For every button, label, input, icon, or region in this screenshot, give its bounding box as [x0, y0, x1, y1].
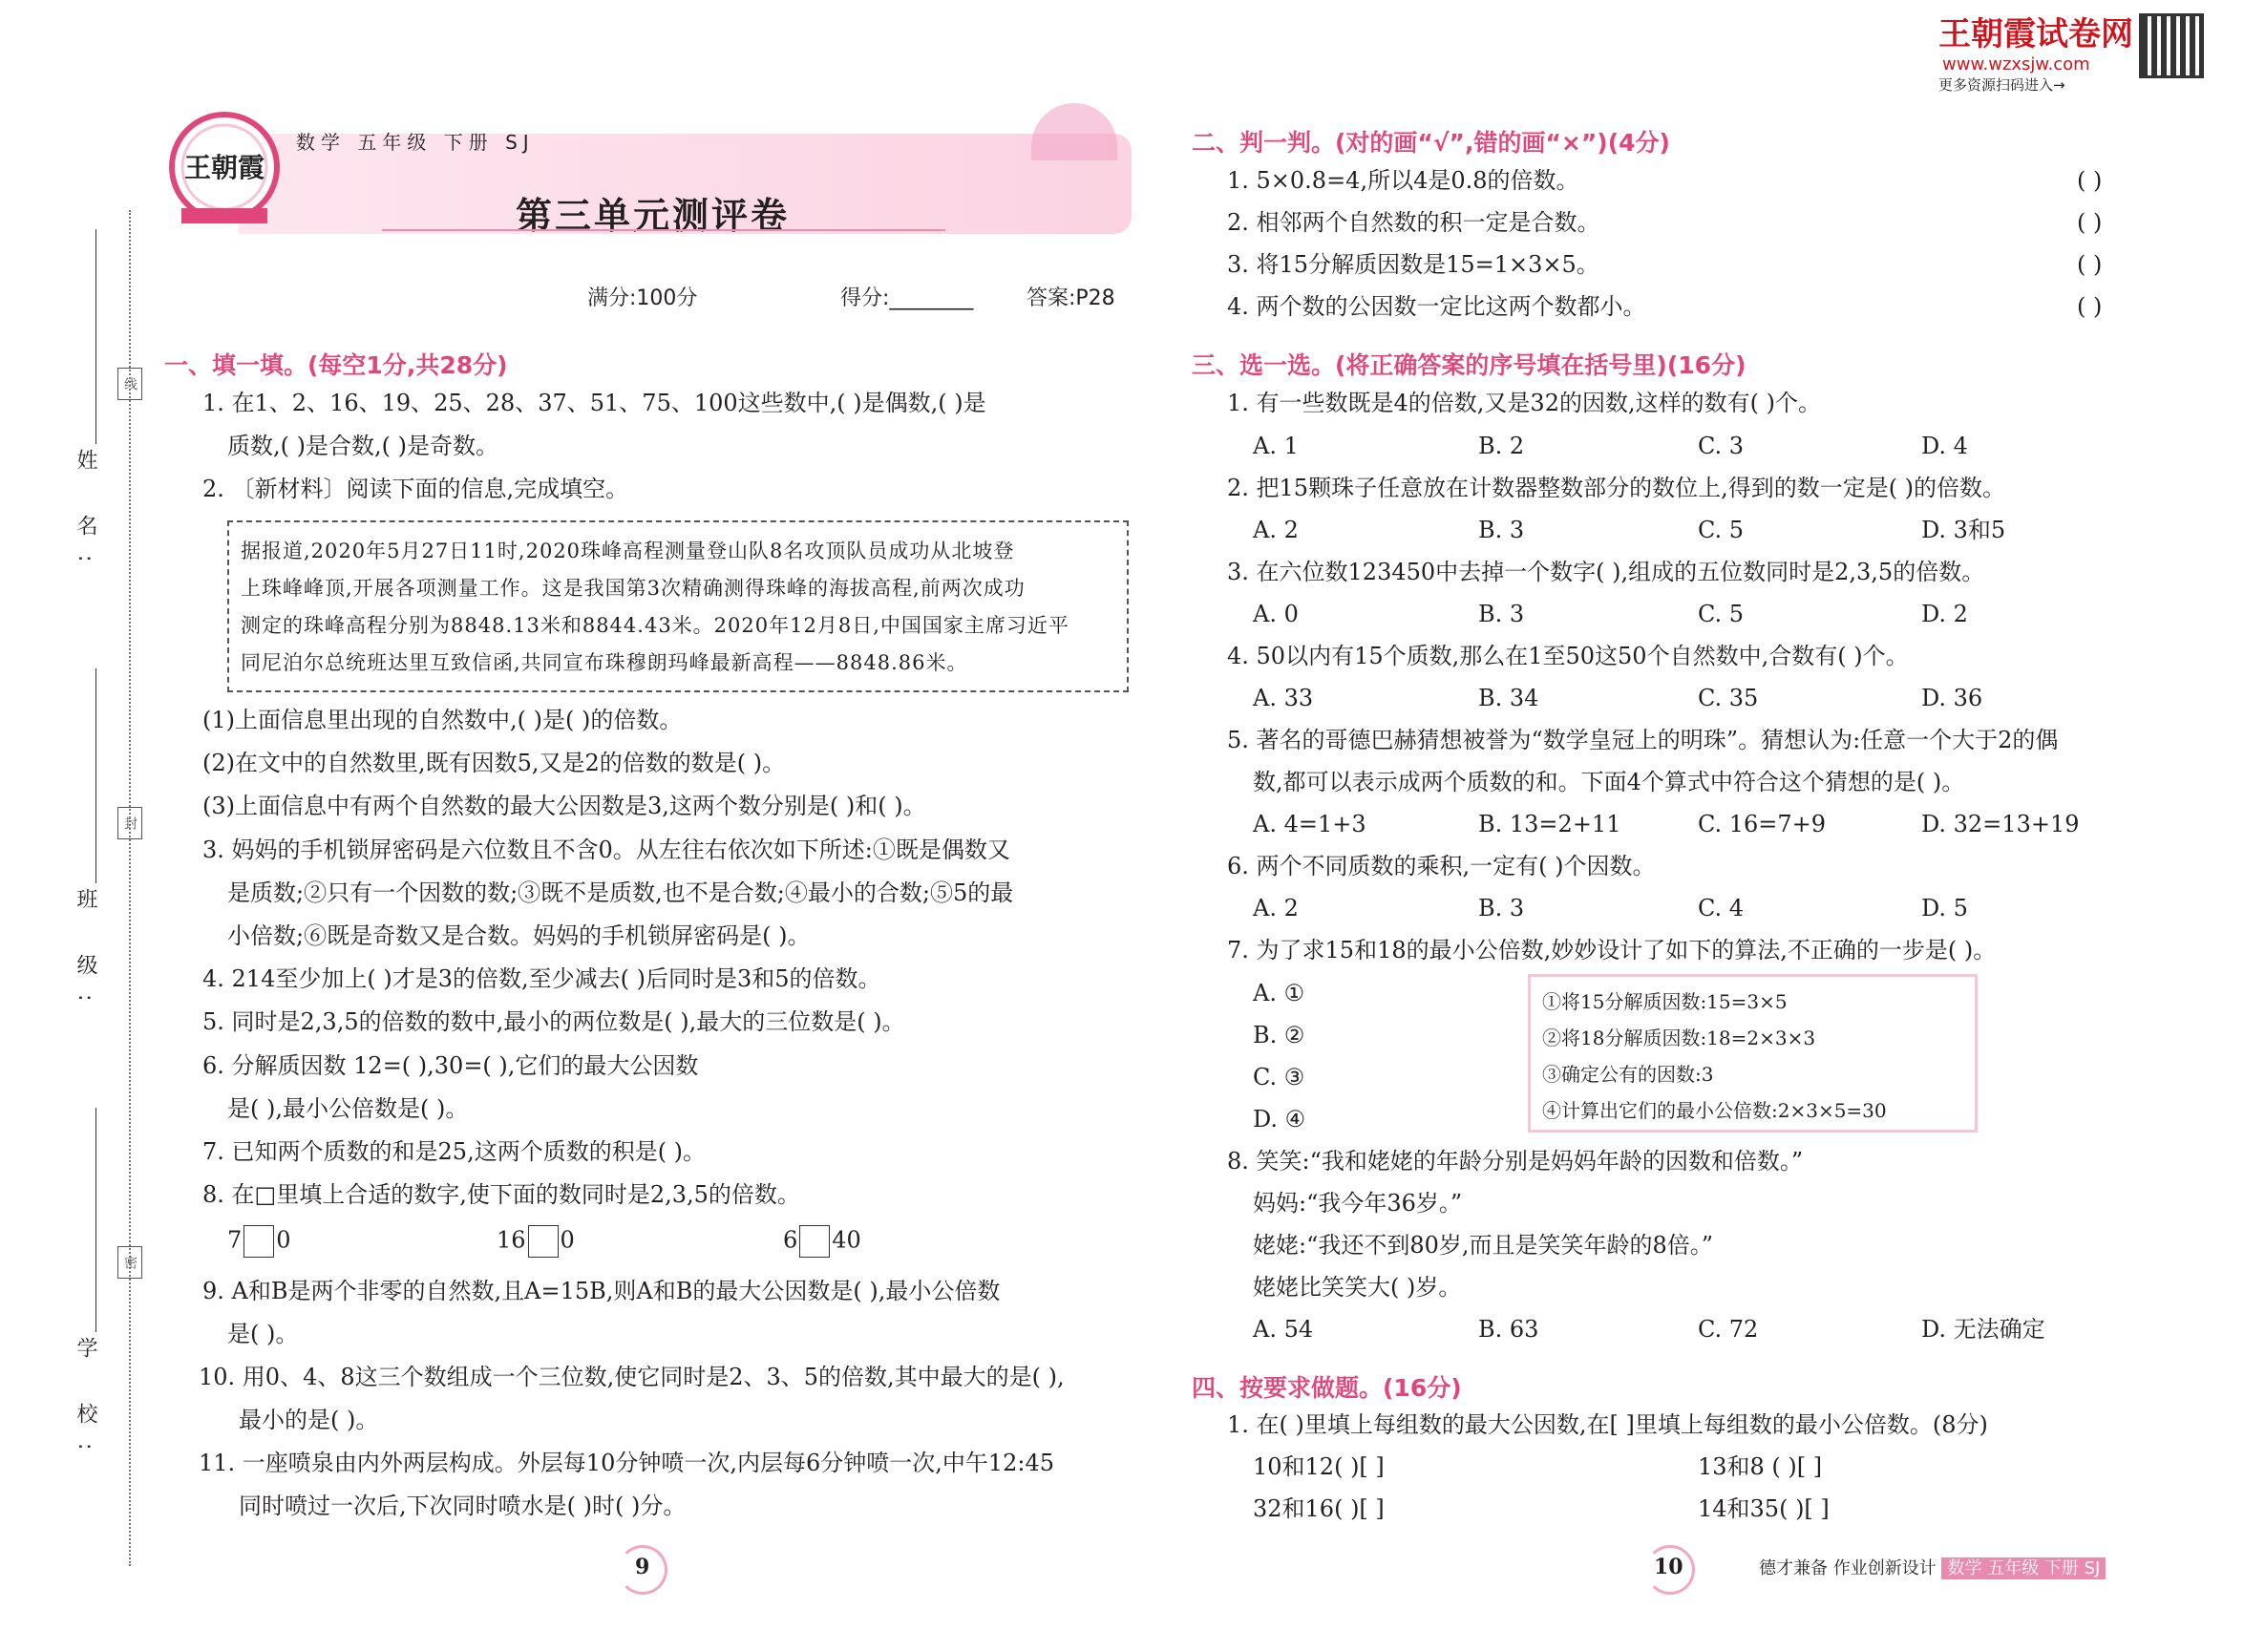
judge-2: 2. 相邻两个自然数的积一定是合数。: [1227, 209, 1600, 236]
c5-opt-b[interactable]: B. 13=2+11: [1478, 811, 1621, 837]
judge-2-paren[interactable]: ( ): [2077, 209, 2103, 236]
c8-opt-d[interactable]: D. 无法确定: [1921, 1316, 2045, 1343]
digit-box[interactable]: [243, 1225, 274, 1258]
q4-text: 4. 214至少加上( )才是3的倍数,至少减去( )后同时是3和5的倍数。: [202, 965, 881, 992]
q5-text: 5. 同时是2,3,5的倍数的数中,最小的两位数是( ),最大的三位数是( )。: [202, 1008, 905, 1035]
q8-item-2: [497, 1225, 575, 1258]
c8-line-a: 8. 笑笑:“我和姥姥的年龄分别是妈妈年龄的因数和倍数。”: [1227, 1148, 1804, 1175]
c7-opt-d[interactable]: D. ④: [1253, 1106, 1306, 1133]
c6-text: 6. 两个不同质数的乘积,一定有( )个因数。: [1227, 853, 1656, 879]
mark-dense: 密: [117, 1246, 142, 1279]
brand-slogan: 更多资源扫码进入→: [1938, 76, 2065, 94]
c4-opt-c[interactable]: C. 35: [1698, 685, 1759, 711]
c5-opt-d[interactable]: D. 32=13+19: [1921, 811, 2080, 837]
c6-opt-c[interactable]: C. 4: [1698, 895, 1745, 921]
judge-4: 4. 两个数的公因数一定比这两个数都小。: [1227, 293, 1646, 320]
p1-item-2[interactable]: 13和8 ( )[ ]: [1698, 1453, 1823, 1480]
brand-block: [1938, 8, 2133, 95]
passage-line: 据报道,2020年5月27日11时,2020珠峰高程测量登山队8名攻顶队员成功从北坡登: [241, 540, 1015, 562]
page-title: 第三单元测评卷: [516, 195, 791, 237]
q8-digit: 6: [783, 1226, 798, 1254]
c7-text: 7. 为了求15和18的最小公倍数,妙妙设计了如下的算法,不正确的一步是( )。: [1227, 937, 1997, 964]
judge-4-paren[interactable]: ( ): [2077, 293, 2103, 320]
mark-line: 线: [117, 368, 142, 400]
school-blank[interactable]: [95, 1108, 96, 1332]
c4-opt-d[interactable]: D. 36: [1921, 685, 1983, 711]
brand-url[interactable]: www.wzxsjw.com: [1942, 54, 2090, 74]
c7-opt-b[interactable]: B. ②: [1253, 1022, 1305, 1048]
name-blank[interactable]: [95, 229, 96, 444]
judge-1: 1. 5×0.8=4,所以4是0.8的倍数。: [1227, 167, 1579, 194]
passage-line: 同尼泊尔总统班达里互致信函,共同宣布珠穆朗玛峰最新高程——8848.86米。: [241, 651, 968, 674]
q8-digit: 0: [560, 1226, 575, 1254]
q2-heading: 2. 〔新材料〕阅读下面的信息,完成填空。: [202, 476, 629, 502]
name-label: 姓 名:: [74, 449, 97, 582]
q7-text: 7. 已知两个质数的和是25,这两个质数的积是( )。: [202, 1138, 707, 1165]
p1-item-3[interactable]: 32和16( )[ ]: [1253, 1495, 1385, 1522]
q6-line-b: 是( ),最小公倍数是( )。: [227, 1095, 469, 1122]
q8-item-3: [783, 1225, 861, 1258]
banner-sun-icon: [1031, 103, 1117, 160]
score-field[interactable]: 得分:________: [840, 286, 974, 310]
c1-opt-d[interactable]: D. 4: [1921, 433, 1968, 459]
qr-code-icon: [2139, 13, 2204, 78]
q6-line-a: 6. 分解质因数 12=( ),30=( ),它们的最大公因数: [202, 1052, 699, 1079]
q2-sub-3: (3)上面信息中有两个自然数的最大公因数是3,这两个数分别是( )和( )。: [202, 793, 926, 819]
c8-line-b: 妈妈:“我今年36岁。”: [1253, 1190, 1463, 1217]
full-score: 满分:100分: [587, 286, 698, 310]
algorithm-box: [1528, 974, 1978, 1133]
q3-line-b: 是质数;②只有一个因数的数;③既不是质数,也不是合数;④最小的合数;⑤5的最: [227, 879, 1014, 906]
q11-line-b: 同时喷过一次后,下次同时喷水是( )时( )分。: [239, 1493, 687, 1519]
passage-line: 上珠峰峰顶,开展各项测量工作。这是我国第3次精确测得珠峰的海拔高程,前两次成功: [241, 577, 1026, 600]
class-blank[interactable]: [95, 668, 96, 883]
page-number-left: 9: [635, 1555, 650, 1579]
q10-line-a: 10. 用0、4、8这三个数组成一个三位数,使它同时是2、3、5的倍数,其中最大的是( ),: [199, 1364, 1065, 1390]
c3-opt-c[interactable]: C. 5: [1698, 601, 1745, 627]
section-1-heading: 一、填一填。(每空1分,共28分): [164, 351, 508, 379]
q2-sub-2: (2)在文中的自然数里,既有因数5,又是2的倍数的数是( )。: [202, 750, 786, 776]
c1-text: 1. 有一些数既是4的倍数,又是32的因数,这样的数有( )个。: [1227, 390, 1821, 416]
c2-text: 2. 把15颗珠子任意放在计数器整数部分的数位上,得到的数一定是( )的倍数。: [1227, 475, 2006, 501]
logo-badge-icon: [167, 105, 282, 229]
c2-opt-c[interactable]: C. 5: [1698, 517, 1745, 543]
c7-opt-a[interactable]: A. ①: [1253, 980, 1305, 1006]
q1-line-b: 质数,( )是合数,( )是奇数。: [227, 433, 498, 459]
c5-line-b: 数,都可以表示成两个质数的和。下面4个算式中符合这个猜想的是( )。: [1253, 769, 1965, 795]
c1-opt-c[interactable]: C. 3: [1698, 433, 1745, 459]
c3-opt-d[interactable]: D. 2: [1921, 601, 1968, 627]
q8-digit: 0: [276, 1226, 291, 1254]
c8-opt-c[interactable]: C. 72: [1698, 1316, 1759, 1343]
school-label: 学 校:: [74, 1337, 97, 1470]
c6-opt-a[interactable]: A. 2: [1253, 895, 1299, 921]
q2-sub-1: (1)上面信息里出现的自然数中,( )是( )的倍数。: [202, 707, 683, 733]
c3-opt-a[interactable]: A. 0: [1253, 601, 1299, 627]
c5-opt-a[interactable]: A. 4=1+3: [1253, 811, 1366, 837]
q10-line-b: 最小的是( )。: [239, 1407, 379, 1433]
c1-opt-b[interactable]: B. 2: [1478, 433, 1525, 459]
q9-line-a: 9. A和B是两个非零的自然数,且A=15B,则A和B的最大公因数是( ),最小公倍数: [202, 1278, 1001, 1304]
q9-line-b: 是( )。: [227, 1321, 299, 1347]
algorithm-step: ④计算出它们的最小公倍数:2×3×5=30: [1542, 1099, 1887, 1122]
svg-text:王朝霞: 王朝霞: [183, 152, 265, 183]
p1-text: 1. 在( )里填上每组数的最大公因数,在[ ]里填上每组数的最小公倍数。(8分): [1227, 1411, 1988, 1438]
q11-line-a: 11. 一座喷泉由内外两层构成。外层每10分钟喷一次,内层每6分钟喷一次,中午12:45: [199, 1450, 1055, 1476]
c5-opt-c[interactable]: C. 16=7+9: [1698, 811, 1827, 837]
q1-line-a: 1. 在1、2、16、19、25、28、37、51、75、100这些数中,( )是偶数,( )是: [202, 390, 986, 416]
answer-ref: 答案:P28: [1027, 286, 1115, 310]
digit-box[interactable]: [528, 1225, 559, 1258]
c4-text: 4. 50以内有15个质数,那么在1至50这50个自然数中,合数有( )个。: [1227, 643, 1909, 669]
mark-seal: 封: [117, 807, 142, 839]
p1-item-4[interactable]: 14和35( )[ ]: [1698, 1495, 1830, 1522]
judge-1-paren[interactable]: ( ): [2077, 167, 2103, 194]
reading-passage: [227, 520, 1129, 692]
c1-opt-a[interactable]: A. 1: [1253, 433, 1299, 459]
c6-opt-b[interactable]: B. 3: [1478, 895, 1525, 921]
footer-brand: 德才兼备 作业创新设计: [1759, 1558, 1937, 1578]
algorithm-step: ③确定公有的因数:3: [1542, 1063, 1714, 1086]
page-number-right: 10: [1654, 1555, 1683, 1579]
c8-line-d: 姥姥比笑笑大( )岁。: [1253, 1274, 1462, 1301]
q8-digit: 7: [227, 1226, 243, 1254]
c4-opt-a[interactable]: A. 33: [1253, 685, 1314, 711]
c2-opt-d[interactable]: D. 3和5: [1921, 517, 2006, 543]
c3-opt-b[interactable]: B. 3: [1478, 601, 1525, 627]
section-4-heading: 四、按要求做题。(16分): [1192, 1374, 1462, 1402]
q8-digit: 16: [497, 1226, 526, 1254]
c5-line-a: 5. 著名的哥德巴赫猜想被誉为“数学皇冠上的明珠”。猜想认为:任意一个大于2的偶: [1227, 727, 2059, 753]
c2-opt-a[interactable]: A. 2: [1253, 517, 1299, 543]
judge-3: 3. 将15分解质因数是15=1×3×5。: [1227, 251, 1599, 278]
algorithm-step: ①将15分解质因数:15=3×5: [1542, 990, 1788, 1013]
q8-item-1: [227, 1225, 291, 1258]
c4-opt-b[interactable]: B. 34: [1478, 685, 1539, 711]
c8-opt-a[interactable]: A. 54: [1253, 1316, 1314, 1343]
q8-digit: 40: [832, 1226, 861, 1254]
title-underline: [382, 229, 945, 231]
q3-line-c: 小倍数;⑥既是奇数又是合数。妈妈的手机锁屏密码是( )。: [227, 922, 811, 949]
judge-3-paren[interactable]: ( ): [2077, 251, 2103, 278]
footer-tag: [1759, 1555, 2106, 1579]
passage-line: 测定的珠峰高程分别为8848.13米和8844.43米。2020年12月8日,中国国家主席习近平: [241, 614, 1069, 637]
digit-box[interactable]: [799, 1225, 830, 1258]
subject-line: 数学 五年级 下册 SJ: [296, 131, 535, 154]
c7-opt-c[interactable]: C. ③: [1253, 1064, 1305, 1091]
footer-subject: 数学 五年级 下册 SJ: [1941, 1557, 2106, 1579]
binding-dotted-line: [129, 210, 131, 1566]
c2-opt-b[interactable]: B. 3: [1478, 517, 1525, 543]
c8-line-c: 姥姥:“我还不到80岁,而且是笑笑年龄的8倍。”: [1253, 1232, 1714, 1259]
section-2-heading: 二、判一判。(对的画“√”,错的画“×”)(4分): [1192, 129, 1670, 157]
class-label: 班 级:: [74, 888, 97, 1021]
c3-text: 3. 在六位数123450中去掉一个数字( ),组成的五位数同时是2,3,5的倍数。: [1227, 559, 1985, 585]
q8-text: 8. 在□里填上合适的数字,使下面的数同时是2,3,5的倍数。: [202, 1181, 800, 1208]
c6-opt-d[interactable]: D. 5: [1921, 895, 1968, 921]
c8-opt-b[interactable]: B. 63: [1478, 1316, 1539, 1343]
p1-item-1[interactable]: 10和12( )[ ]: [1253, 1453, 1385, 1480]
brand-name: 王朝霞试卷网: [1938, 15, 2133, 53]
algorithm-step: ②将18分解质因数:18=2×3×3: [1542, 1027, 1816, 1049]
section-3-heading: 三、选一选。(将正确答案的序号填在括号里)(16分): [1192, 351, 1747, 379]
q3-line-a: 3. 妈妈的手机锁屏密码是六位数且不含0。从左往右依次如下所述:①既是偶数又: [202, 837, 1010, 863]
